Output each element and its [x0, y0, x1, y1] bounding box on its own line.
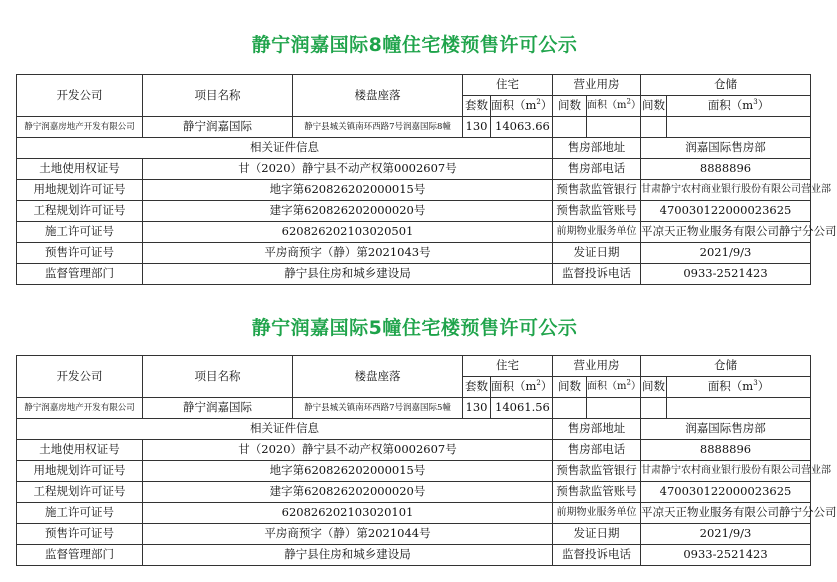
cell-property-service: 平凉天正物业服务有限公司静宁分公司 — [641, 503, 811, 524]
label-supervision-bank: 预售款监管银行 — [553, 180, 641, 201]
label-related-certs: 相关证件信息 — [17, 419, 553, 440]
cell-supervision-account: 470030122000023625 — [641, 201, 811, 222]
header-residential: 住宅 — [463, 356, 553, 377]
header-area-storage: 面积$(m^3)$ — [667, 96, 811, 117]
header-project-name: 项目名称 — [143, 75, 293, 117]
cell-issue-date: 2021/9/3 — [641, 524, 811, 545]
cell-area: 14061.56 — [491, 398, 553, 419]
cell-empty — [587, 117, 641, 138]
cell-location: 静宁县城关镇南环西路7号润嘉国际5幢 — [293, 398, 463, 419]
header-area-commercial: 面积$(m^2)$ — [587, 377, 641, 398]
cell-supervisor: 静宁县住房和城乡建设局 — [143, 545, 553, 566]
cell-empty — [641, 117, 667, 138]
label-supervisor: 监督管理部门 — [17, 264, 143, 285]
label-engineering-planning: 工程规划许可证号 — [17, 482, 143, 503]
cell-land-use: 甘（2020）静宁县不动产权第0002607号 — [143, 159, 553, 180]
cell-land-planning: 地字第620826202000015号 — [143, 461, 553, 482]
cell-empty — [641, 398, 667, 419]
cell-engineering-planning: 建字第620826202000020号 — [143, 482, 553, 503]
label-issue-date: 发证日期 — [553, 524, 641, 545]
cell-project-name: 静宁润嘉国际 — [143, 398, 293, 419]
cell-construction: 620826202103020501 — [143, 222, 553, 243]
header-commercial: 营业用房 — [553, 75, 641, 96]
cell-supervision-account: 470030122000023625 — [641, 482, 811, 503]
header-rooms-storage: 间数 — [641, 377, 667, 398]
label-supervision-account: 预售款监管账号 — [553, 201, 641, 222]
cell-location: 静宁县城关镇南环西路7号润嘉国际8幢 — [293, 117, 463, 138]
cell-supervision-bank: 甘肃静宁农村商业银行股份有限公司营业部 — [641, 461, 811, 482]
label-property-service: 前期物业服务单位 — [553, 503, 641, 524]
header-project-name: 项目名称 — [143, 356, 293, 398]
label-land-use: 土地使用权证号 — [17, 440, 143, 461]
label-land-use: 土地使用权证号 — [17, 159, 143, 180]
header-storage: 仓储 — [641, 356, 811, 377]
notice-title: 静宁润嘉国际5幢住宅楼预售许可公示 — [251, 317, 578, 339]
cell-empty — [667, 117, 811, 138]
header-location: 楼盘座落 — [293, 356, 463, 398]
cell-empty — [553, 117, 587, 138]
header-rooms: 间数 — [553, 96, 587, 117]
label-presale: 预售许可证号 — [17, 524, 143, 545]
header-developer: 开发公司 — [17, 75, 143, 117]
header-location: 楼盘座落 — [293, 75, 463, 117]
label-sales-address: 售房部地址 — [553, 138, 641, 159]
label-sales-phone: 售房部电话 — [553, 440, 641, 461]
header-residential: 住宅 — [463, 75, 553, 96]
cell-presale: 平房商预字（静）第2021043号 — [143, 243, 553, 264]
label-complaint-phone: 监督投诉电话 — [553, 264, 641, 285]
cell-engineering-planning: 建字第620826202000020号 — [143, 201, 553, 222]
label-supervision-bank: 预售款监管银行 — [553, 461, 641, 482]
label-related-certs: 相关证件信息 — [17, 138, 553, 159]
cell-sales-address: 润嘉国际售房部 — [641, 138, 811, 159]
cell-project-name: 静宁润嘉国际 — [143, 117, 293, 138]
cell-complaint-phone: 0933-2521423 — [641, 545, 811, 566]
label-construction: 施工许可证号 — [17, 222, 143, 243]
cell-land-use: 甘（2020）静宁县不动产权第0002607号 — [143, 440, 553, 461]
cell-developer: 静宁润嘉房地产开发有限公司 — [17, 398, 143, 419]
header-developer: 开发公司 — [17, 356, 143, 398]
header-sets: 套数 — [463, 96, 491, 117]
cell-developer: 静宁润嘉房地产开发有限公司 — [17, 117, 143, 138]
header-storage: 仓储 — [641, 75, 811, 96]
header-sets: 套数 — [463, 377, 491, 398]
cell-sales-phone: 8888896 — [641, 159, 811, 180]
cell-supervisor: 静宁县住房和城乡建设局 — [143, 264, 553, 285]
label-land-planning: 用地规划许可证号 — [17, 461, 143, 482]
cell-land-planning: 地字第620826202000015号 — [143, 180, 553, 201]
label-property-service: 前期物业服务单位 — [553, 222, 641, 243]
presale-permit-table — [16, 74, 837, 285]
header-area-storage: 面积$(m^3)$ — [667, 377, 811, 398]
label-construction: 施工许可证号 — [17, 503, 143, 524]
cell-empty — [587, 398, 641, 419]
cell-property-service: 平凉天正物业服务有限公司静宁分公司 — [641, 222, 811, 243]
cell-empty — [553, 398, 587, 419]
cell-sets: 130 — [463, 398, 491, 419]
cell-complaint-phone: 0933-2521423 — [641, 264, 811, 285]
label-supervision-account: 预售款监管账号 — [553, 482, 641, 503]
cell-area: 14063.66 — [491, 117, 553, 138]
header-area: 面积$(m^2)$ — [491, 377, 553, 398]
cell-presale: 平房商预字（静）第2021044号 — [143, 524, 553, 545]
header-area: 面积$(m^2)$ — [491, 96, 553, 117]
label-engineering-planning: 工程规划许可证号 — [17, 201, 143, 222]
cell-sales-address: 润嘉国际售房部 — [641, 419, 811, 440]
label-presale: 预售许可证号 — [17, 243, 143, 264]
presale-permit-table — [16, 355, 837, 566]
label-sales-phone: 售房部电话 — [553, 159, 641, 180]
cell-issue-date: 2021/9/3 — [641, 243, 811, 264]
cell-supervision-bank: 甘肃静宁农村商业银行股份有限公司营业部 — [641, 180, 811, 201]
label-sales-address: 售房部地址 — [553, 419, 641, 440]
header-area-commercial: 面积$(m^2)$ — [587, 96, 641, 117]
cell-sets: 130 — [463, 117, 491, 138]
header-rooms: 间数 — [553, 377, 587, 398]
notice-title: 静宁润嘉国际8幢住宅楼预售许可公示 — [251, 34, 578, 56]
cell-empty — [667, 398, 811, 419]
cell-construction: 620826202103020101 — [143, 503, 553, 524]
label-land-planning: 用地规划许可证号 — [17, 180, 143, 201]
header-rooms-storage: 间数 — [641, 96, 667, 117]
header-commercial: 营业用房 — [553, 356, 641, 377]
label-complaint-phone: 监督投诉电话 — [553, 545, 641, 566]
label-issue-date: 发证日期 — [553, 243, 641, 264]
cell-sales-phone: 8888896 — [641, 440, 811, 461]
label-supervisor: 监督管理部门 — [17, 545, 143, 566]
